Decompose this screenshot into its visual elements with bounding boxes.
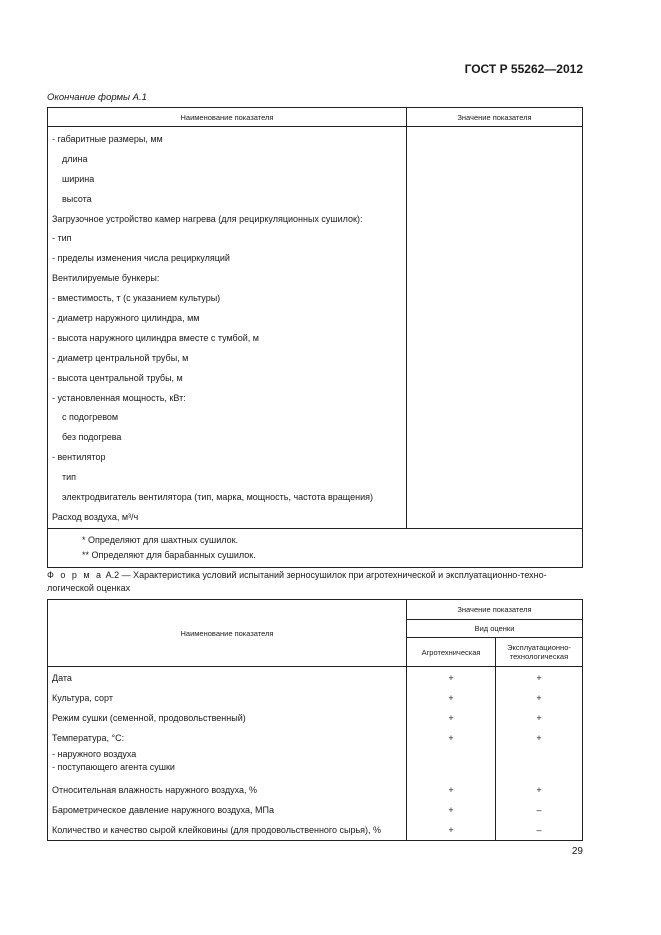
form-a1-table	[47, 107, 583, 568]
indicator-names-cell	[48, 667, 407, 841]
standard-header: ГОСТ Р 55262—2012	[464, 62, 583, 76]
footnote: * Определяют для шахтных сушилок.	[82, 534, 239, 545]
table-row: - установленная мощность, кВт:	[52, 392, 186, 403]
indicator-names-cell	[48, 127, 407, 529]
expl-marks-cell	[496, 667, 583, 841]
table-row: Режим сушки (семенной, продовольственный)	[52, 713, 246, 723]
expl-mark: +	[536, 733, 542, 743]
form-a2-title	[47, 569, 587, 594]
table-row: - диаметр центральной трубы, м	[52, 352, 189, 363]
table-row: - диаметр наружного цилиндра, мм	[52, 313, 200, 324]
table-row: длина	[62, 153, 88, 164]
column-header-expl: Эксплуатационно-технологическая	[496, 638, 583, 667]
agro-mark: +	[448, 805, 454, 815]
column-header-kind: Вид оценки	[407, 620, 583, 638]
form-a2-table	[47, 599, 583, 841]
expl-mark: –	[536, 825, 542, 835]
footnote: ** Определяют для барабанных сушилок.	[82, 549, 256, 560]
form-a2-title-text: А.2 — Характеристика условий испытаний зерносушилок при агротехнической и эксплуатационно-техно-логической оценках	[47, 570, 547, 593]
agro-mark: +	[448, 693, 454, 703]
expl-mark: –	[536, 805, 542, 815]
expl-mark: +	[536, 785, 542, 795]
table-row: с подогревом	[62, 412, 119, 423]
table-row: - пределы изменения числа рециркуляций	[52, 253, 230, 264]
expl-mark: +	[536, 693, 542, 703]
expl-mark: +	[536, 673, 542, 683]
column-header-name: Наименование показателя	[48, 108, 407, 127]
agro-mark: +	[448, 713, 454, 723]
table-row: ширина	[62, 173, 95, 184]
table-row: - габаритные размеры, мм	[52, 134, 163, 144]
table-row: Относительная влажность наружного воздуха, %	[52, 785, 258, 795]
table-row: - высота наружного цилиндра вместе с тумбой, м	[52, 332, 259, 343]
table-row: Культура, сорт	[52, 693, 113, 703]
table-subrow: - поступающего агента сушки	[52, 762, 175, 772]
column-header-value: Значение показателя	[407, 108, 583, 127]
table-row: Количество и качество сырой клейковины (для продовольственного сырья), %	[52, 825, 382, 835]
agro-mark: +	[448, 733, 454, 743]
agro-mark: +	[448, 825, 454, 835]
table-row: Расход воздуха, м³/ч	[52, 511, 139, 522]
page-number: 29	[571, 846, 583, 857]
form-word: Ф о р м а	[47, 570, 104, 580]
table-row: - высота центральной трубы, м	[52, 372, 183, 383]
column-header-value: Значение показателя	[407, 600, 583, 620]
table-row: Дата	[52, 673, 72, 683]
table-row: Температура, °С:	[52, 733, 125, 743]
table-row: - вместимость, т (с указанием культуры)	[52, 293, 221, 304]
agro-mark: +	[448, 673, 454, 683]
table-row: Вентилируемые бункеры:	[52, 273, 160, 284]
table-row: без подогрева	[62, 432, 122, 443]
table-row: электродвигатель вентилятора (тип, марка, мощность, частота вращения)	[62, 492, 373, 503]
values-cell	[407, 127, 583, 529]
table-row: тип	[62, 472, 77, 483]
table-subrow: - наружного воздуха	[52, 749, 137, 759]
table-row: Барометрическое давление наружного воздуха, МПа	[52, 805, 275, 815]
column-header-agro: Агротехническая	[407, 638, 496, 667]
continuation-caption: Окончание формы А.1	[47, 92, 147, 103]
table-row: - вентилятор	[52, 452, 106, 463]
expl-mark: +	[536, 713, 542, 723]
agro-marks-cell	[407, 667, 496, 841]
table-row: - тип	[52, 233, 72, 244]
table-row: высота	[62, 193, 92, 204]
column-header-name: Наименование показателя	[48, 600, 407, 667]
table-row: Загрузочное устройство камер нагрева (для рециркуляционных сушилок):	[52, 213, 363, 224]
agro-mark: +	[448, 785, 454, 795]
footnotes	[48, 528, 583, 567]
